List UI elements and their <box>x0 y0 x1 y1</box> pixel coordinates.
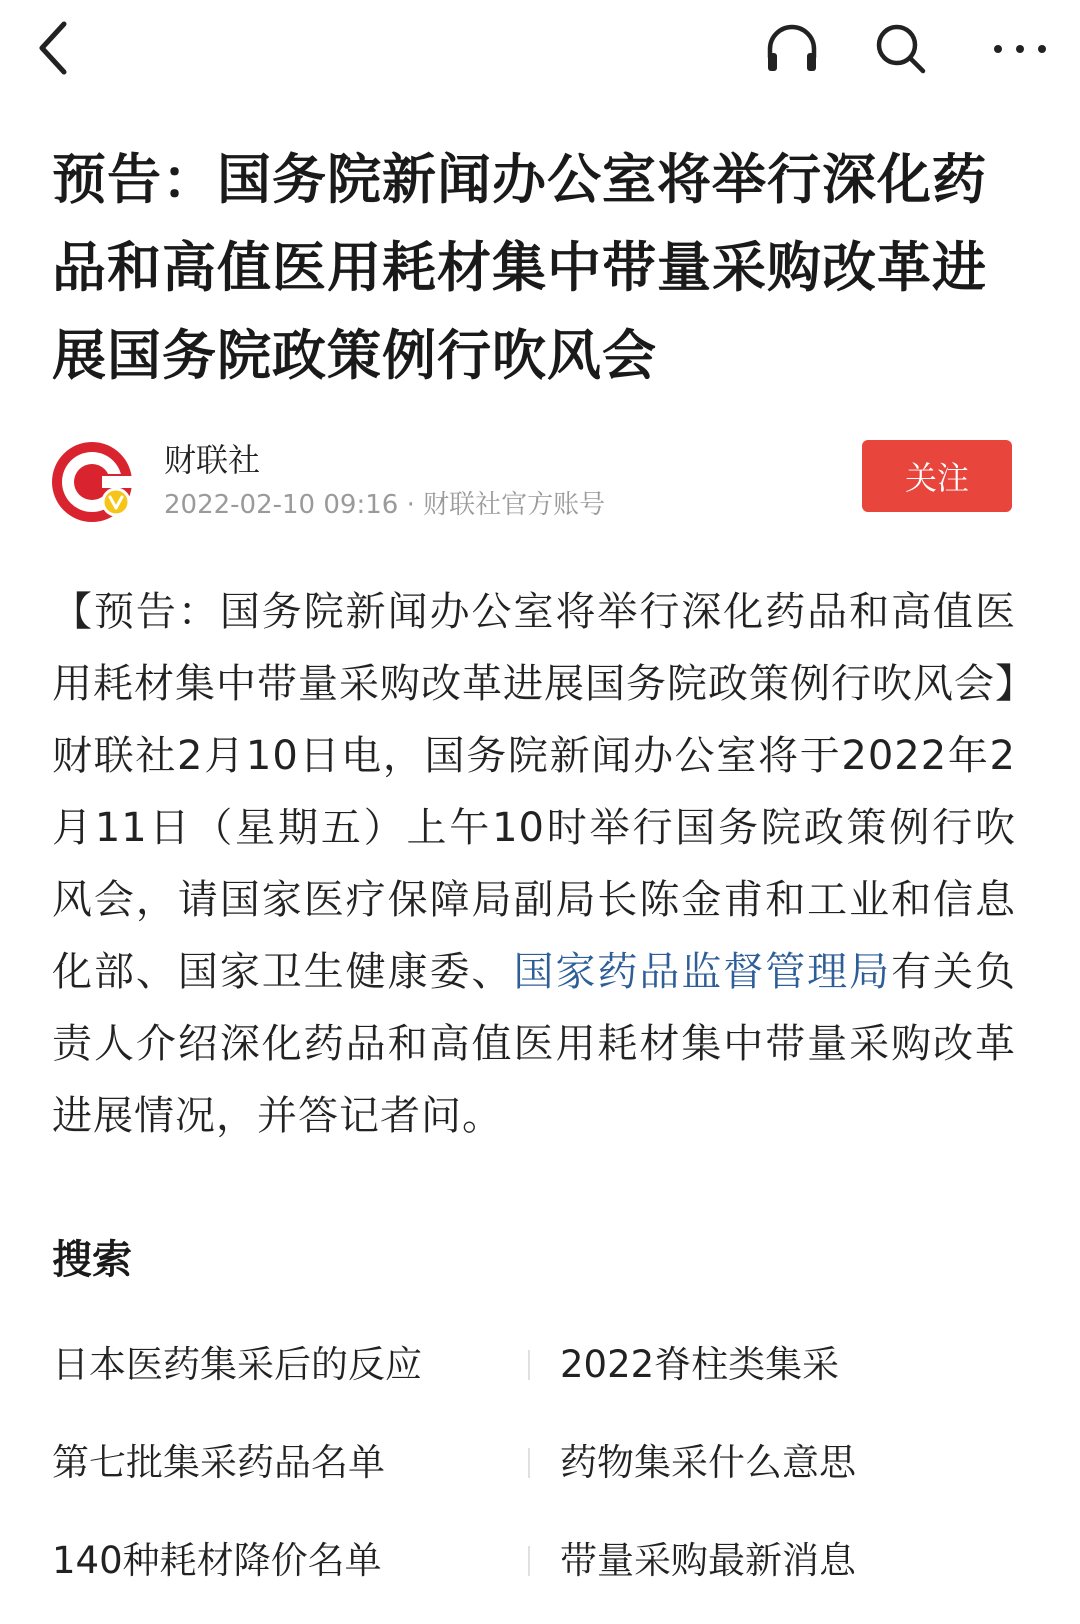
more-icon <box>990 39 1050 59</box>
search-suggestion[interactable]: 140种耗材降价名单 <box>52 1539 382 1582</box>
divider <box>528 1448 530 1478</box>
article-title: 预告：国务院新闻办公室将举行深化药品和高值医用耗材集中带量采购改革进展国务院政策例行吹风会 <box>52 148 987 387</box>
avatar[interactable] <box>52 442 134 524</box>
back-button[interactable] <box>22 10 82 86</box>
search-button[interactable] <box>866 14 936 84</box>
divider <box>528 1350 530 1380</box>
cls-logo-avatar <box>52 442 134 524</box>
divider <box>528 1546 530 1576</box>
article-body-text-2: 有关负责人介绍深化药品和高值医用耗材集中带量采购改革进展情况，并答记者问。 <box>52 949 1017 1139</box>
search-row <box>52 1428 1032 1526</box>
search-row <box>52 1526 1032 1624</box>
search-suggestions <box>52 1330 1032 1624</box>
article-body-link[interactable]: 国家药品监督管理局 <box>513 949 892 995</box>
search-icon <box>873 21 929 77</box>
author-meta <box>164 488 605 522</box>
verified-badge-icon <box>103 489 129 515</box>
listen-button[interactable] <box>752 14 832 84</box>
headphones-icon <box>764 21 820 77</box>
author-row <box>52 440 1032 526</box>
back-icon <box>32 18 72 78</box>
author-tag: 财联社官方账号 <box>423 490 606 520</box>
author-name[interactable]: 财联社 <box>164 441 261 479</box>
meta-separator: · <box>406 490 415 520</box>
follow-button[interactable]: 关注 <box>862 440 1012 512</box>
search-suggestion[interactable]: 带量采购最新消息 <box>560 1539 856 1582</box>
publish-time: 2022-02-10 09:16 <box>164 490 399 520</box>
top-nav-bar <box>0 0 1080 100</box>
search-suggestion[interactable]: 2022脊柱类集采 <box>560 1343 840 1386</box>
article-body-text-1: 【预告：国务院新闻办公室将举行深化药品和高值医用耗材集中带量采购改革进展国务院政策例行吹风会】财联社2月10日电，国务院新闻办公室将于2022年2月11日（星期五）上午10时举行国务院政策例行吹风会，请国家医疗保障局副局长陈金甫和工业和信息化部、国家卫生健康委、 <box>52 589 1016 995</box>
search-section-heading: 搜索 <box>52 1237 132 1283</box>
more-button[interactable] <box>980 14 1060 84</box>
search-suggestion[interactable]: 日本医药集采后的反应 <box>52 1343 422 1386</box>
search-suggestion[interactable]: 第七批集采药品名单 <box>52 1441 385 1484</box>
search-row <box>52 1330 1032 1428</box>
article-body <box>52 576 1016 1152</box>
search-suggestion[interactable]: 药物集采什么意思 <box>560 1441 856 1484</box>
